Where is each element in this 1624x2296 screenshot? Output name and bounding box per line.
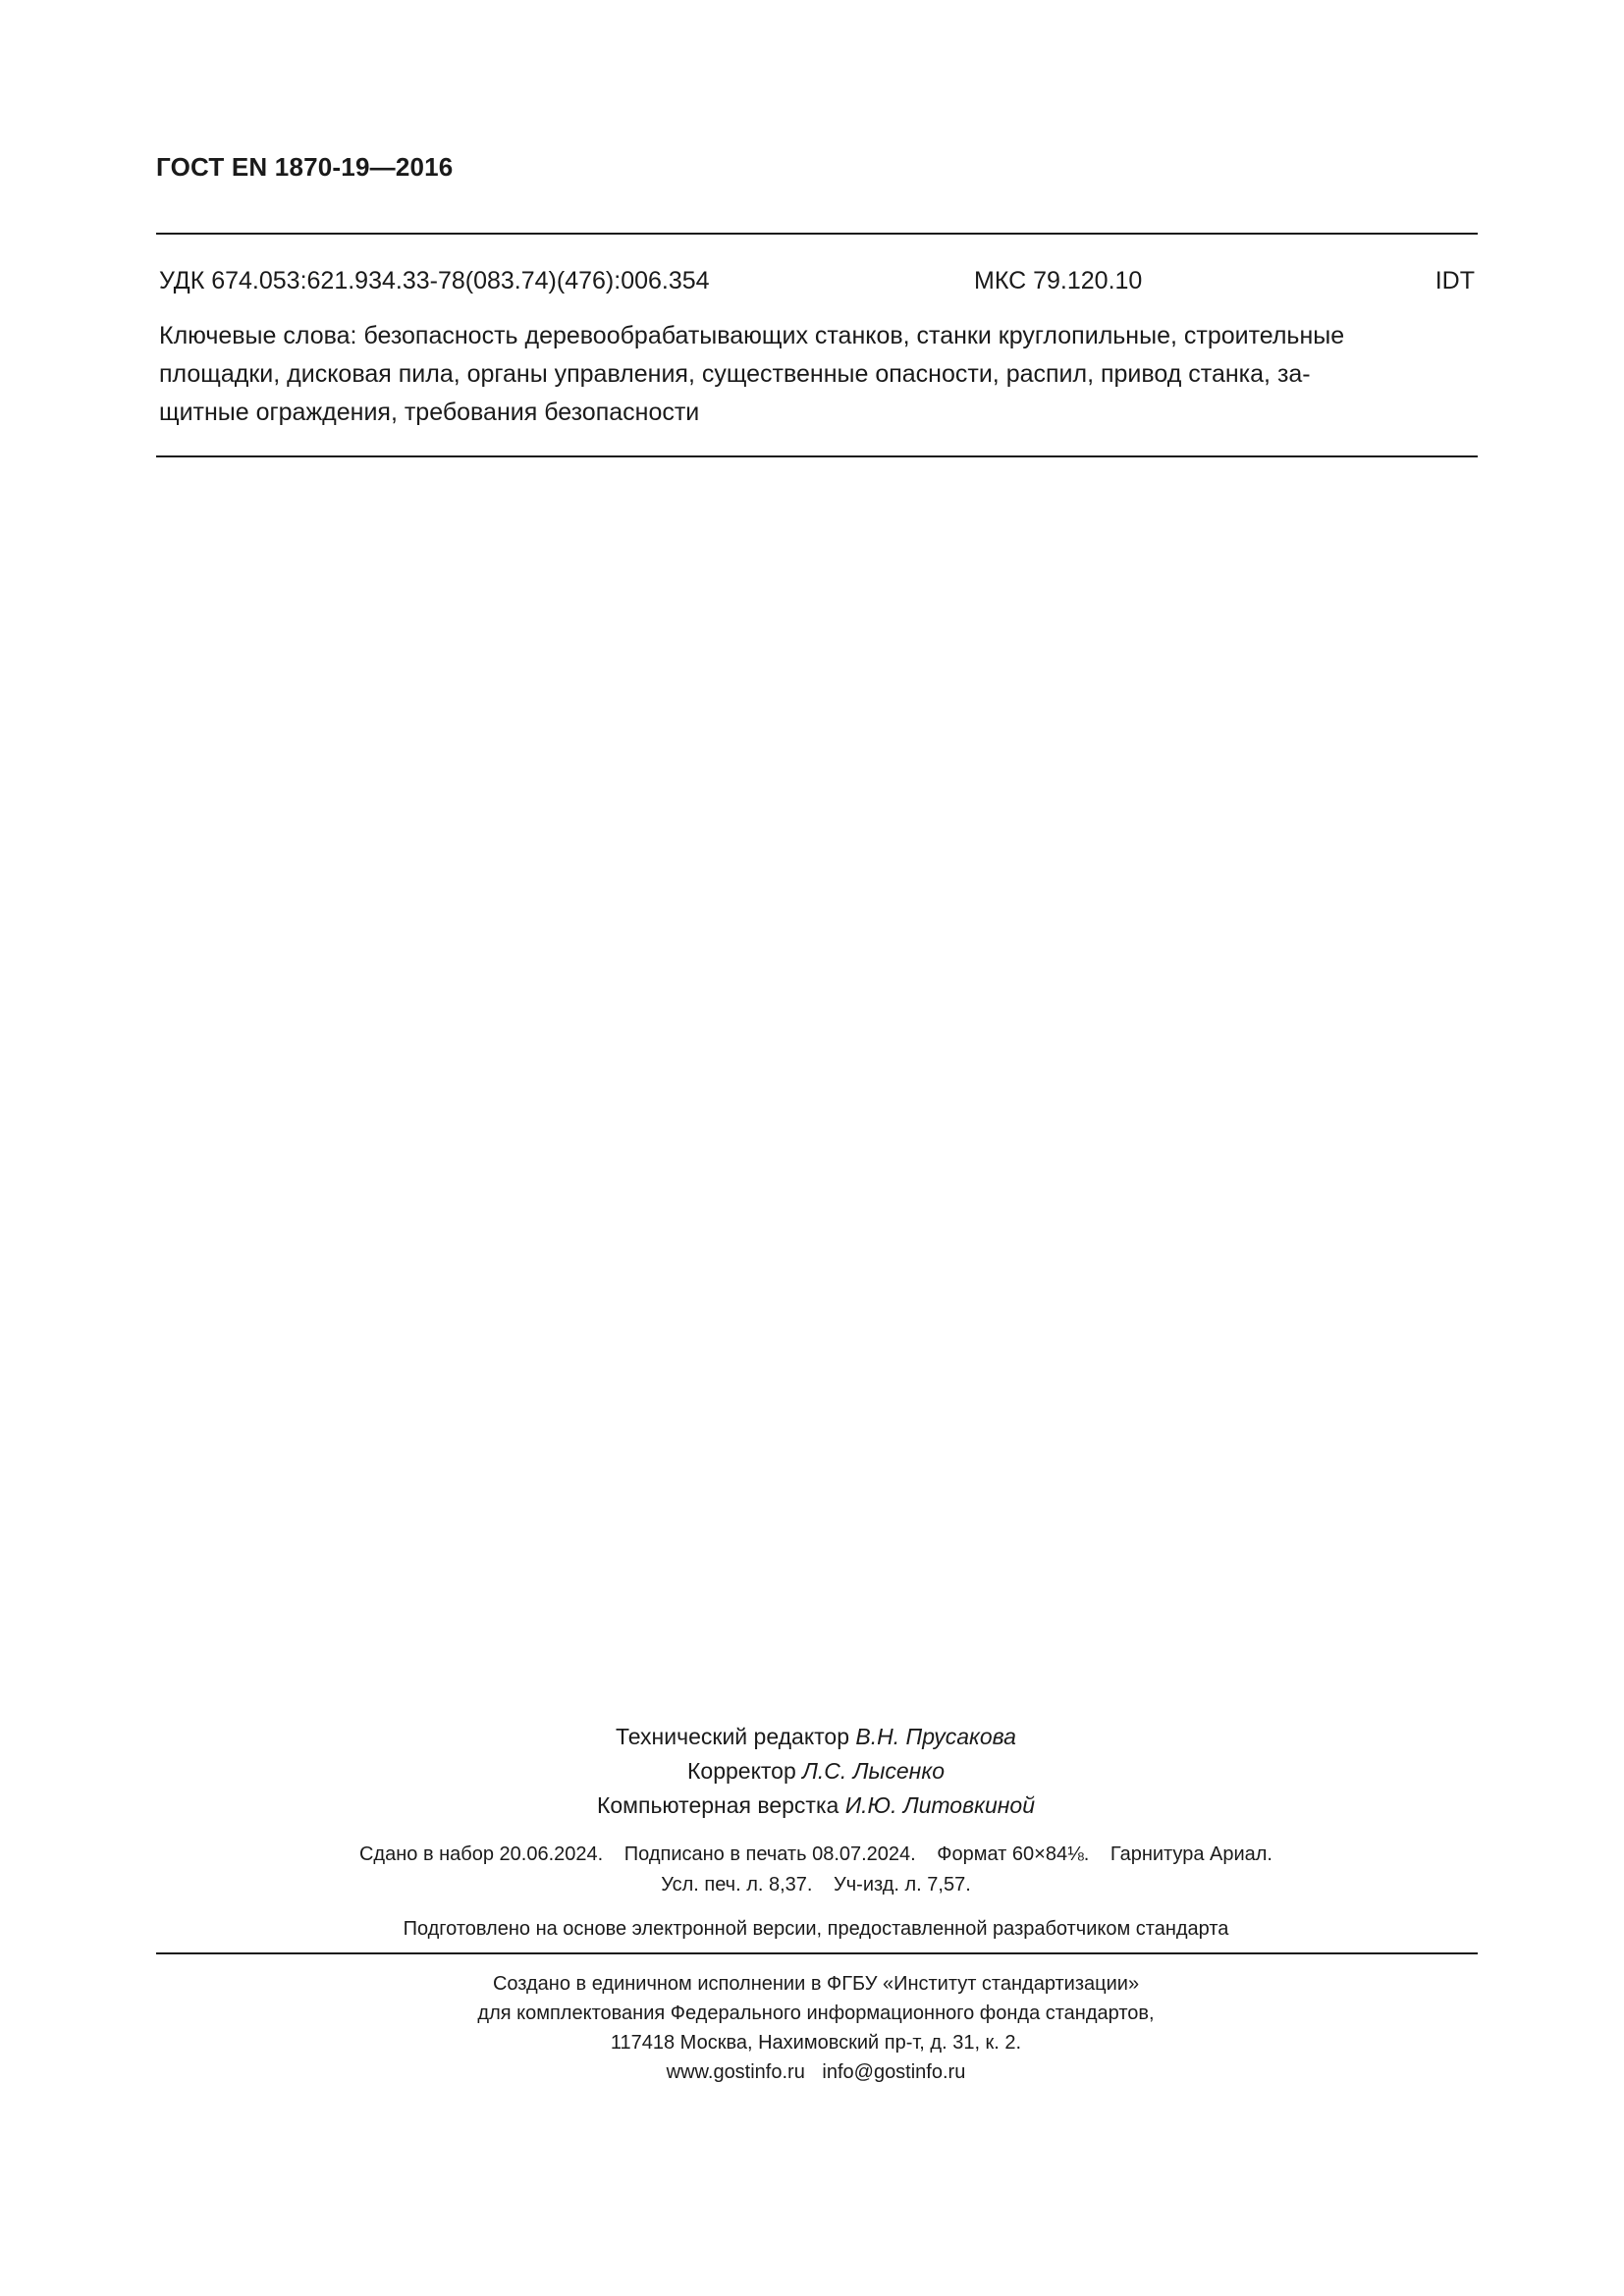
signed-date: Подписано в печать 08.07.2024. [623, 1843, 916, 1865]
document-code: ГОСТ EN 1870-19—2016 [156, 152, 454, 182]
submitted-date: Сдано в набор 20.06.2024. [358, 1843, 604, 1865]
publisher-sheets: Уч-изд. л. 7,57. [834, 1874, 971, 1896]
publisher-block [216, 1969, 1416, 2087]
prepared-note: Подготовлено на основе электронной версии, предоставленной разработчиком стандарта [403, 1918, 1229, 1940]
corrector-line [393, 1754, 1239, 1789]
classification-row [159, 267, 1475, 300]
email-link[interactable]: info@gostinfo.ru [822, 2061, 966, 2083]
keywords-divider [156, 455, 1478, 457]
print-info-line-1 [216, 1840, 1416, 1870]
layout-line [393, 1789, 1239, 1823]
keywords-paragraph: Ключевые слова: безопасность деревообрабатывающих станков, станки круглопильные, строительные площадки, дисковая пила, органы управления, существенные опасности, распил, привод станка, за- щитные ограждения, требования безопасности [159, 322, 1345, 426]
typeface: Гарнитура Ариал. [1110, 1843, 1272, 1865]
printed-sheets: Усл. печ. л. 8,37. [661, 1874, 813, 1896]
publisher-line-2: для комплектования Федерального информационного фонда стандартов, [477, 2002, 1155, 2024]
footer-divider [156, 1952, 1478, 1954]
mks-code: МКС 79.120.10 [974, 267, 1143, 294]
website-link[interactable]: www.gostinfo.ru [666, 2061, 805, 2083]
tech-editor-name: В.Н. Прусакова [855, 1724, 1016, 1749]
publisher-contacts [216, 2057, 1416, 2087]
udc-code: УДК 674.053:621.934.33-78(083.74)(476):006.354 [159, 267, 710, 294]
layout-name: И.Ю. Литовкиной [844, 1792, 1035, 1818]
tech-editor-role: Технический редактор [616, 1724, 850, 1749]
credits-block [393, 1720, 1239, 1823]
print-info-line-2 [216, 1870, 1416, 1900]
layout-role: Компьютерная верстка [596, 1792, 839, 1818]
corrector-name: Л.С. Лысенко [802, 1758, 945, 1784]
publisher-line-1: Создано в единичном исполнении в ФГБУ «Институт стандартизации» [492, 1973, 1140, 1995]
tech-editor-line [393, 1720, 1239, 1754]
paper-format: Формат 60×84⅛. [937, 1843, 1090, 1865]
equivalence-code: IDT [1435, 267, 1475, 294]
print-info-block [216, 1840, 1416, 1900]
publisher-address: 117418 Москва, Нахимовский пр-т, д. 31, к. 2. [610, 2032, 1022, 2054]
corrector-role: Корректор [687, 1758, 796, 1784]
top-divider [156, 233, 1478, 235]
